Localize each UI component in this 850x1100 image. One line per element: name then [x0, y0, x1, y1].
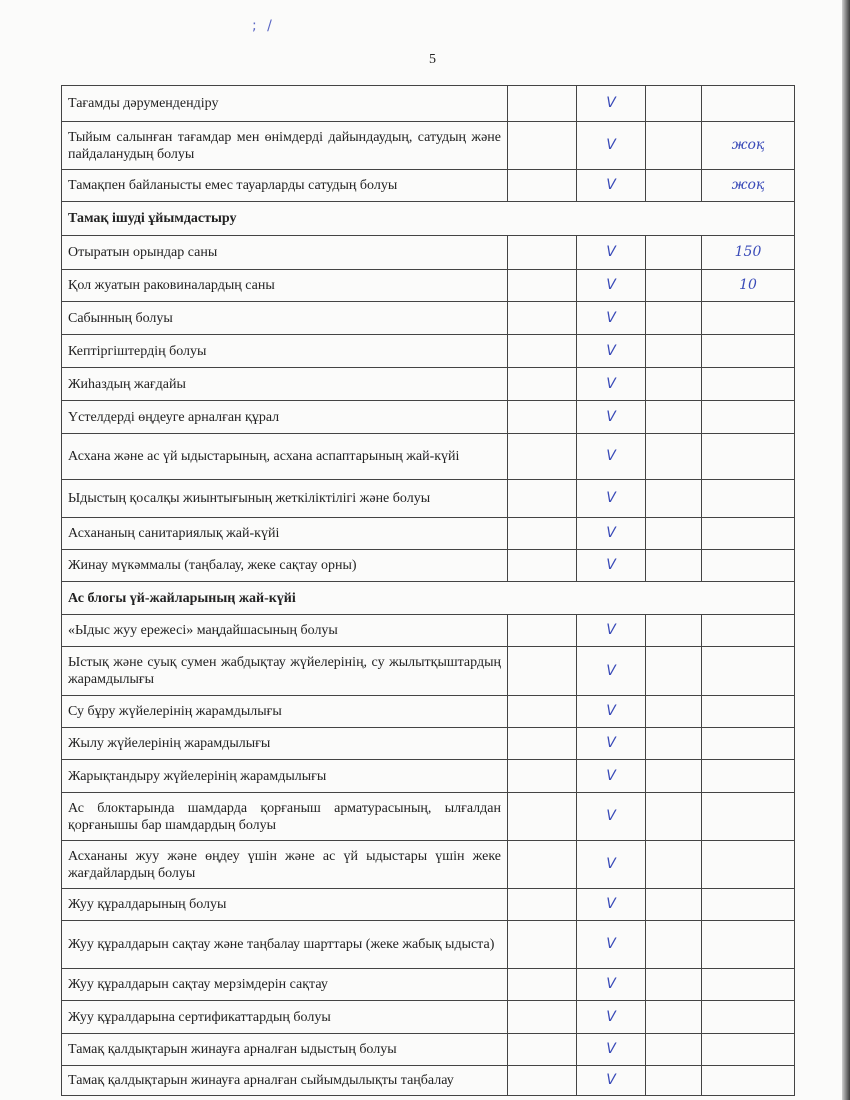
item-label: Жарықтандыру жүйелерінің жарамдылығы	[62, 760, 508, 793]
blank-cell	[646, 921, 702, 969]
item-label: Жинау мүкәммалы (таңбалау, жеке сақтау орны)	[62, 550, 508, 582]
handwritten-check-mark: V	[577, 518, 646, 550]
handwritten-note	[702, 1066, 795, 1096]
blank-cell	[646, 969, 702, 1001]
handwritten-note	[702, 550, 795, 582]
item-label: Су бұру жүйелерінің жарамдылығы	[62, 696, 508, 728]
blank-cell	[508, 760, 577, 793]
blank-cell	[646, 236, 702, 270]
handwritten-note	[702, 793, 795, 841]
item-label: Сабынның болуы	[62, 302, 508, 335]
checklist-row	[62, 841, 795, 889]
blank-cell	[508, 1034, 577, 1066]
checklist-row	[62, 1034, 795, 1066]
handwritten-check-mark: V	[577, 401, 646, 434]
blank-cell	[646, 302, 702, 335]
checklist-row	[62, 170, 795, 202]
handwritten-note	[702, 518, 795, 550]
blank-cell	[508, 889, 577, 921]
handwritten-check-mark: V	[577, 696, 646, 728]
checklist-row	[62, 434, 795, 480]
checklist-row	[62, 122, 795, 170]
blank-cell	[508, 969, 577, 1001]
blank-cell	[508, 1001, 577, 1034]
item-label: Асхана және ас үй ыдыстарының, асхана аспаптарының жай-күйі	[62, 434, 508, 480]
handwritten-note	[702, 921, 795, 969]
checklist-row	[62, 969, 795, 1001]
handwritten-check-mark: V	[577, 86, 646, 122]
blank-cell	[508, 270, 577, 302]
page-number: 5	[429, 52, 436, 67]
item-label: Тамақпен байланысты емес тауарларды сатудың болуы	[62, 170, 508, 202]
item-label: Ас блоктарында шамдарда қорғаныш арматурасының, ылғалдан қорғанышы бар шамдардың болуы	[62, 793, 508, 841]
blank-cell	[646, 434, 702, 480]
blank-cell	[508, 793, 577, 841]
handwritten-check-mark: V	[577, 760, 646, 793]
blank-cell	[508, 841, 577, 889]
handwritten-note	[702, 760, 795, 793]
handwritten-note	[702, 335, 795, 368]
handwritten-note	[702, 302, 795, 335]
section-header-row	[62, 582, 795, 615]
checklist-row	[62, 550, 795, 582]
blank-cell	[646, 401, 702, 434]
handwritten-check-mark: V	[577, 615, 646, 647]
handwritten-note	[702, 889, 795, 921]
section-header-row	[62, 202, 795, 236]
handwritten-check-mark: V	[577, 270, 646, 302]
checklist-row	[62, 335, 795, 368]
handwritten-note	[702, 434, 795, 480]
blank-cell	[646, 270, 702, 302]
blank-cell	[646, 615, 702, 647]
item-label: Ыдыстың қосалқы жиынтығының жеткіліктілігі және болуы	[62, 480, 508, 518]
stray-pen-mark: ; /	[252, 18, 275, 34]
checklist-row	[62, 302, 795, 335]
checklist-row	[62, 1066, 795, 1096]
handwritten-check-mark: V	[577, 302, 646, 335]
checklist-row	[62, 615, 795, 647]
blank-cell	[646, 1034, 702, 1066]
handwritten-note	[702, 647, 795, 696]
section-title: Тамақ ішуді ұйымдастыру	[62, 202, 795, 236]
blank-cell	[646, 122, 702, 170]
blank-cell	[646, 335, 702, 368]
blank-cell	[508, 615, 577, 647]
blank-cell	[508, 86, 577, 122]
blank-cell	[646, 728, 702, 760]
checklist-row	[62, 518, 795, 550]
handwritten-check-mark: V	[577, 335, 646, 368]
handwritten-check-mark: V	[577, 793, 646, 841]
handwritten-check-mark: V	[577, 1034, 646, 1066]
handwritten-check-mark: V	[577, 236, 646, 270]
checklist-row	[62, 889, 795, 921]
checklist-row	[62, 480, 795, 518]
item-label: Жуу құралдарын сақтау мерзімдерін сақтау	[62, 969, 508, 1001]
item-label: Тамақ қалдықтарын жинауға арналған ыдыстың болуы	[62, 1034, 508, 1066]
handwritten-check-mark: V	[577, 1001, 646, 1034]
checklist-row	[62, 86, 795, 122]
blank-cell	[508, 518, 577, 550]
handwritten-check-mark: V	[577, 841, 646, 889]
handwritten-note	[702, 841, 795, 889]
checklist-row	[62, 921, 795, 969]
blank-cell	[508, 550, 577, 582]
handwritten-check-mark: V	[577, 170, 646, 202]
checklist-row	[62, 793, 795, 841]
handwritten-note	[702, 615, 795, 647]
checklist-row	[62, 647, 795, 696]
blank-cell	[508, 696, 577, 728]
blank-cell	[508, 122, 577, 170]
handwritten-check-mark: V	[577, 434, 646, 480]
item-label: Тыйым салынған тағамдар мен өнімдерді дайындаудың, сатудың және пайдаланудың болуы	[62, 122, 508, 170]
blank-cell	[646, 760, 702, 793]
item-label: Асхананың санитариялық жай-күйі	[62, 518, 508, 550]
handwritten-note: жоқ	[702, 122, 795, 170]
handwritten-check-mark: V	[577, 889, 646, 921]
checklist-row	[62, 401, 795, 434]
blank-cell	[508, 236, 577, 270]
inspection-checklist-table	[61, 85, 795, 1096]
handwritten-note: жоқ	[702, 170, 795, 202]
handwritten-check-mark: V	[577, 480, 646, 518]
handwritten-check-mark: V	[577, 1066, 646, 1096]
blank-cell	[646, 480, 702, 518]
blank-cell	[646, 1066, 702, 1096]
blank-cell	[646, 696, 702, 728]
item-label: Жуу құралдарына сертификаттардың болуы	[62, 1001, 508, 1034]
item-label: Тамақ қалдықтарын жинауға арналған сыйымдылықты таңбалау	[62, 1066, 508, 1096]
handwritten-note	[702, 696, 795, 728]
blank-cell	[508, 1066, 577, 1096]
checklist-row	[62, 236, 795, 270]
item-label: Тағамды дәрумендендіру	[62, 86, 508, 122]
checklist-row	[62, 728, 795, 760]
blank-cell	[646, 170, 702, 202]
item-label: Отыратын орындар саны	[62, 236, 508, 270]
blank-cell	[508, 401, 577, 434]
blank-cell	[646, 86, 702, 122]
handwritten-note	[702, 368, 795, 401]
handwritten-note	[702, 480, 795, 518]
handwritten-note: 10	[702, 270, 795, 302]
handwritten-note: 150	[702, 236, 795, 270]
checklist-row	[62, 1001, 795, 1034]
blank-cell	[508, 170, 577, 202]
item-label: «Ыдыс жуу ережесі» маңдайшасының болуы	[62, 615, 508, 647]
blank-cell	[508, 434, 577, 480]
blank-cell	[646, 647, 702, 696]
item-label: Ыстық және суық сумен жабдықтау жүйелерінің, су жылытқыштардың жарамдылығы	[62, 647, 508, 696]
item-label: Жылу жүйелерінің жарамдылығы	[62, 728, 508, 760]
handwritten-check-mark: V	[577, 969, 646, 1001]
handwritten-check-mark: V	[577, 728, 646, 760]
handwritten-note	[702, 1001, 795, 1034]
item-label: Жиһаздың жағдайы	[62, 368, 508, 401]
blank-cell	[646, 518, 702, 550]
section-title: Ас блогы үй-жайларының жай-күйі	[62, 582, 795, 615]
item-label: Кептіргіштердің болуы	[62, 335, 508, 368]
checklist-row	[62, 696, 795, 728]
item-label: Қол жуатын раковиналардың саны	[62, 270, 508, 302]
blank-cell	[646, 550, 702, 582]
handwritten-check-mark: V	[577, 647, 646, 696]
blank-cell	[508, 647, 577, 696]
checklist-row	[62, 760, 795, 793]
blank-cell	[508, 335, 577, 368]
blank-cell	[646, 889, 702, 921]
handwritten-check-mark: V	[577, 921, 646, 969]
handwritten-note	[702, 1034, 795, 1066]
item-label: Жуу құралдарын сақтау және таңбалау шарттары (жеке жабық ыдыста)	[62, 921, 508, 969]
blank-cell	[508, 921, 577, 969]
blank-cell	[508, 302, 577, 335]
blank-cell	[508, 480, 577, 518]
blank-cell	[646, 1001, 702, 1034]
checklist-row	[62, 270, 795, 302]
handwritten-check-mark: V	[577, 550, 646, 582]
item-label: Үстелдерді өңдеуге арналған құрал	[62, 401, 508, 434]
handwritten-check-mark: V	[577, 368, 646, 401]
handwritten-check-mark: V	[577, 122, 646, 170]
blank-cell	[646, 368, 702, 401]
handwritten-note	[702, 86, 795, 122]
blank-cell	[646, 793, 702, 841]
checklist-row	[62, 368, 795, 401]
scan-edge	[842, 0, 850, 1100]
item-label: Жуу құралдарының болуы	[62, 889, 508, 921]
blank-cell	[508, 368, 577, 401]
handwritten-note	[702, 969, 795, 1001]
blank-cell	[646, 841, 702, 889]
blank-cell	[508, 728, 577, 760]
item-label: Асхананы жуу және өңдеу үшін және ас үй ыдыстары үшін жеке жағдайлардың болуы	[62, 841, 508, 889]
handwritten-note	[702, 401, 795, 434]
handwritten-note	[702, 728, 795, 760]
